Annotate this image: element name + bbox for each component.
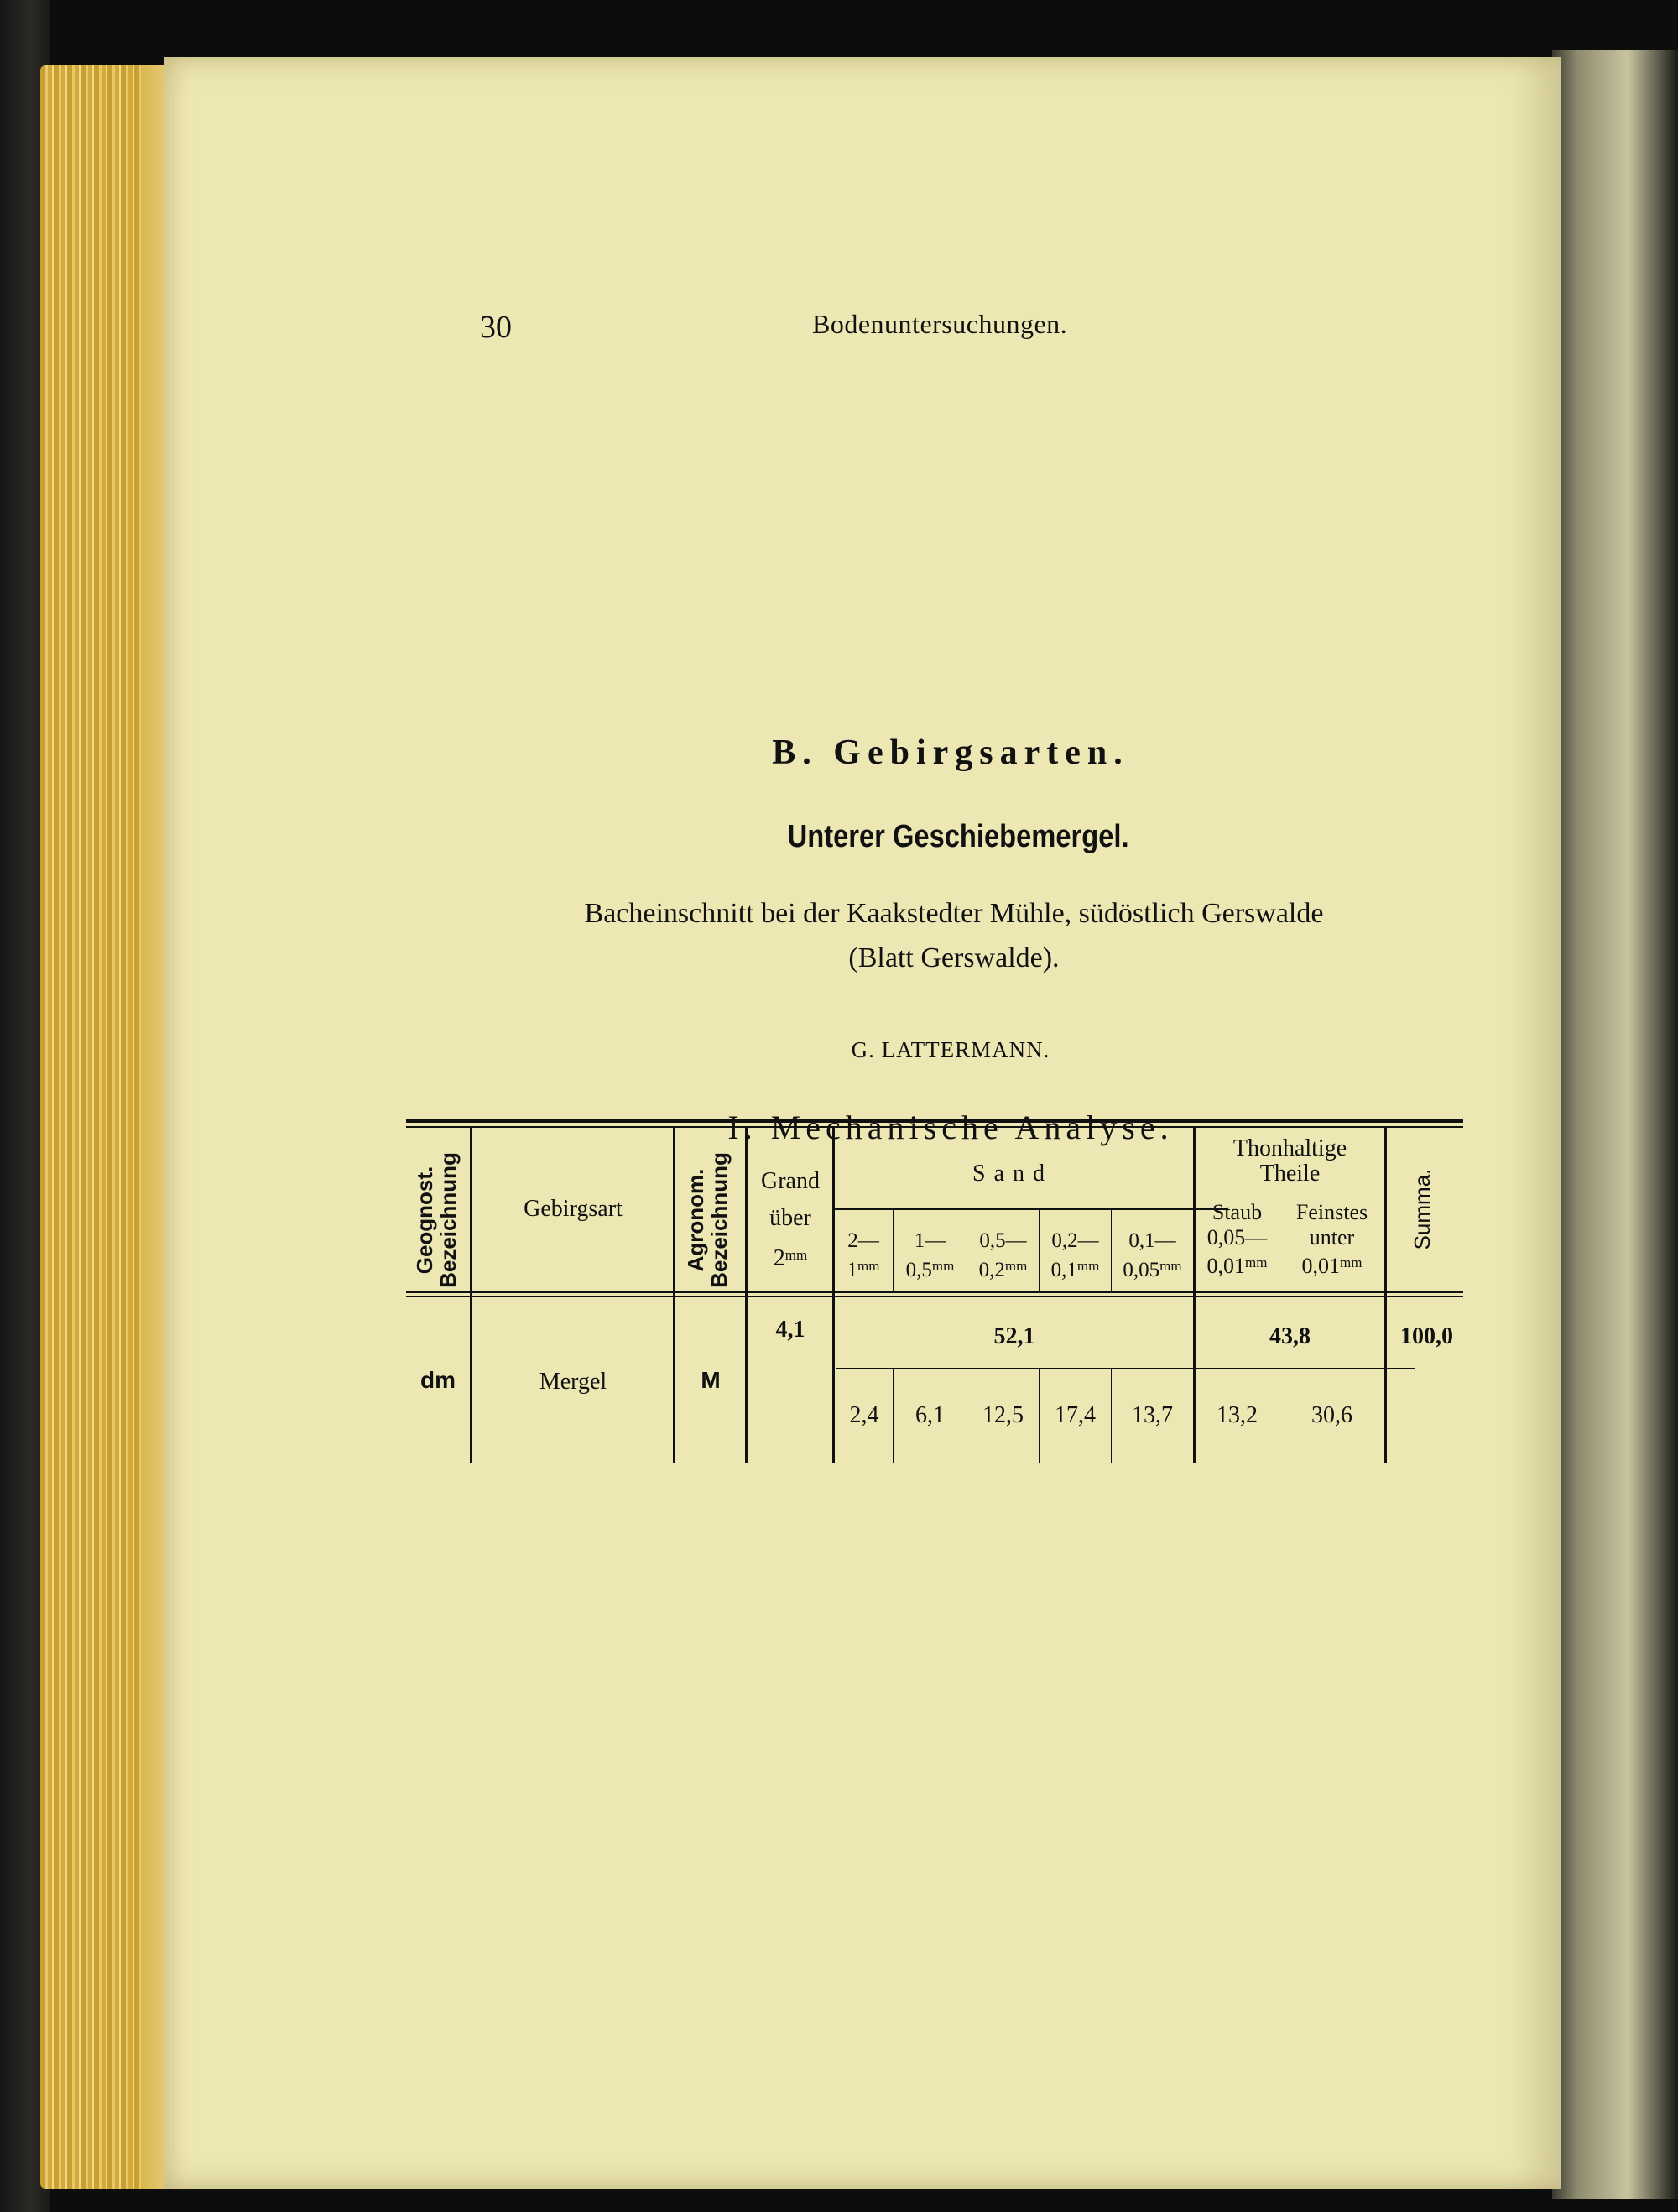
row-staub: 13,2 [1217,1402,1258,1428]
header-staub-c [1196,1250,1279,1279]
header-agronom-line1: Agronom. [683,1168,708,1272]
header-agronom-line2: Bezeichnung [706,1152,732,1288]
row-agronom: M [701,1367,721,1393]
row-gebirgsart: Mergel [539,1369,607,1395]
header-grand-line3 [748,1237,832,1277]
sand-col-header-4 [1040,1229,1111,1283]
page-number: 30 [480,310,512,345]
subtitle: Unterer Geschiebemergel. [787,819,1129,854]
sand-col-header-1 [834,1229,893,1283]
row-sand-5: 13,7 [1132,1402,1173,1428]
header-bottom-rule-2 [406,1296,1463,1297]
header-grand-line1: Grand [761,1168,820,1194]
col-rule-6 [1384,1128,1387,1463]
sand-col-header-2-value: 0,5 [905,1259,932,1281]
header-geognost [413,1140,463,1300]
header-staub-value: 0,01 [1206,1254,1246,1278]
sand-col-header-5-b [1112,1254,1193,1283]
sand-col-header-1-a: 2— [847,1229,879,1252]
location-line-1: Bacheinschnitt bei der Kaakstedter Mühle, südöstlich Gerswalde [584,898,1324,929]
sand-col-header-5-unit: mm [1159,1258,1182,1274]
mechanical-analysis-table [406,1119,1628,1472]
sand-col-header-3-a: 0,5— [979,1229,1027,1252]
header-sand: Sand [972,1161,1053,1187]
sand-col-header-4-value: 0,1 [1050,1259,1077,1281]
sand-col-header-3-b [967,1254,1039,1283]
header-bottom-rule [406,1291,1463,1293]
sand-col-header-5 [1112,1229,1193,1283]
sand-col-header-3-unit: mm [1004,1258,1028,1274]
sand-col-header-5-value: 0,05 [1123,1259,1160,1281]
header-grand-value: 2 [773,1245,785,1271]
sand-subheader-rule [832,1208,1228,1210]
row-sand-1: 2,4 [849,1402,879,1428]
header-grand-unit: mm [784,1247,808,1263]
header-thonhaltige [1196,1136,1384,1187]
header-thon-line1: Thonhaltige [1232,1135,1347,1161]
row-sand-total: 52,1 [993,1323,1035,1349]
row-sand-3: 12,5 [982,1402,1024,1428]
header-staub [1196,1200,1279,1279]
running-title: Bodenuntersuchungen. [812,309,1068,339]
sand-col-header-3 [967,1229,1039,1283]
header-grand [748,1163,832,1277]
header-summa: Summa. [1410,1168,1435,1250]
table-top-rule-2 [406,1126,1463,1128]
row-thon-total: 43,8 [1269,1323,1311,1349]
header-geognost-line1: Geognost. [412,1166,437,1275]
col-rule-1 [470,1128,472,1463]
header-staub-unit: mm [1245,1255,1268,1270]
header-feinstes-value: 0,01 [1301,1254,1341,1278]
col-rule-2 [673,1128,675,1463]
location-line-2: (Blatt Gerswalde). [848,942,1060,973]
sand-col-header-1-unit: mm [857,1258,880,1274]
sand-col-header-1-value: 1 [847,1259,858,1281]
header-feinstes-a: Feinstes [1295,1200,1368,1224]
header-staub-a: Staub [1212,1200,1263,1224]
row-feinstes: 30,6 [1311,1402,1352,1428]
sand-col-header-4-unit: mm [1076,1258,1100,1274]
sand-col-header-5-a: 0,1— [1128,1229,1176,1252]
sand-col-header-3-value: 0,2 [978,1259,1005,1281]
header-geognost-line2: Bezeichnung [435,1152,461,1288]
col-rule-3 [745,1128,748,1463]
header-agronom [684,1140,734,1300]
header-feinstes-b: unter [1309,1225,1355,1249]
sand-col-header-1-b [834,1254,893,1283]
row-grand: 4,1 [775,1317,805,1343]
sand-col-header-2-b [894,1254,967,1283]
header-grand-line2: über [769,1205,811,1231]
row-sand-4: 17,4 [1055,1402,1096,1428]
sand-col-header-2-a: 1— [914,1229,946,1252]
header-feinstes-unit: mm [1340,1255,1363,1270]
header-feinstes-c [1279,1250,1384,1279]
section-title: B. Gebirgsarten. [772,733,1129,772]
author: G. LATTERMANN. [851,1037,1050,1062]
row-geognost: dm [420,1367,456,1393]
row-sand-2: 6,1 [915,1402,945,1428]
sand-col-header-2-unit: mm [931,1258,955,1274]
header-staub-b: 0,05— [1206,1225,1268,1249]
gilt-page-edges [40,65,183,2189]
header-gebirgsart: Gebirgsart [524,1196,623,1222]
values-split-rule [836,1368,1415,1369]
row-summa: 100,0 [1400,1323,1453,1349]
header-thon-line2: Theile [1259,1161,1321,1187]
sand-col-header-4-b [1040,1254,1111,1283]
sand-col-header-4-a: 0,2— [1051,1229,1099,1252]
sand-col-header-2 [894,1229,967,1283]
table-top-rule [406,1119,1463,1123]
header-feinstes [1279,1200,1384,1279]
